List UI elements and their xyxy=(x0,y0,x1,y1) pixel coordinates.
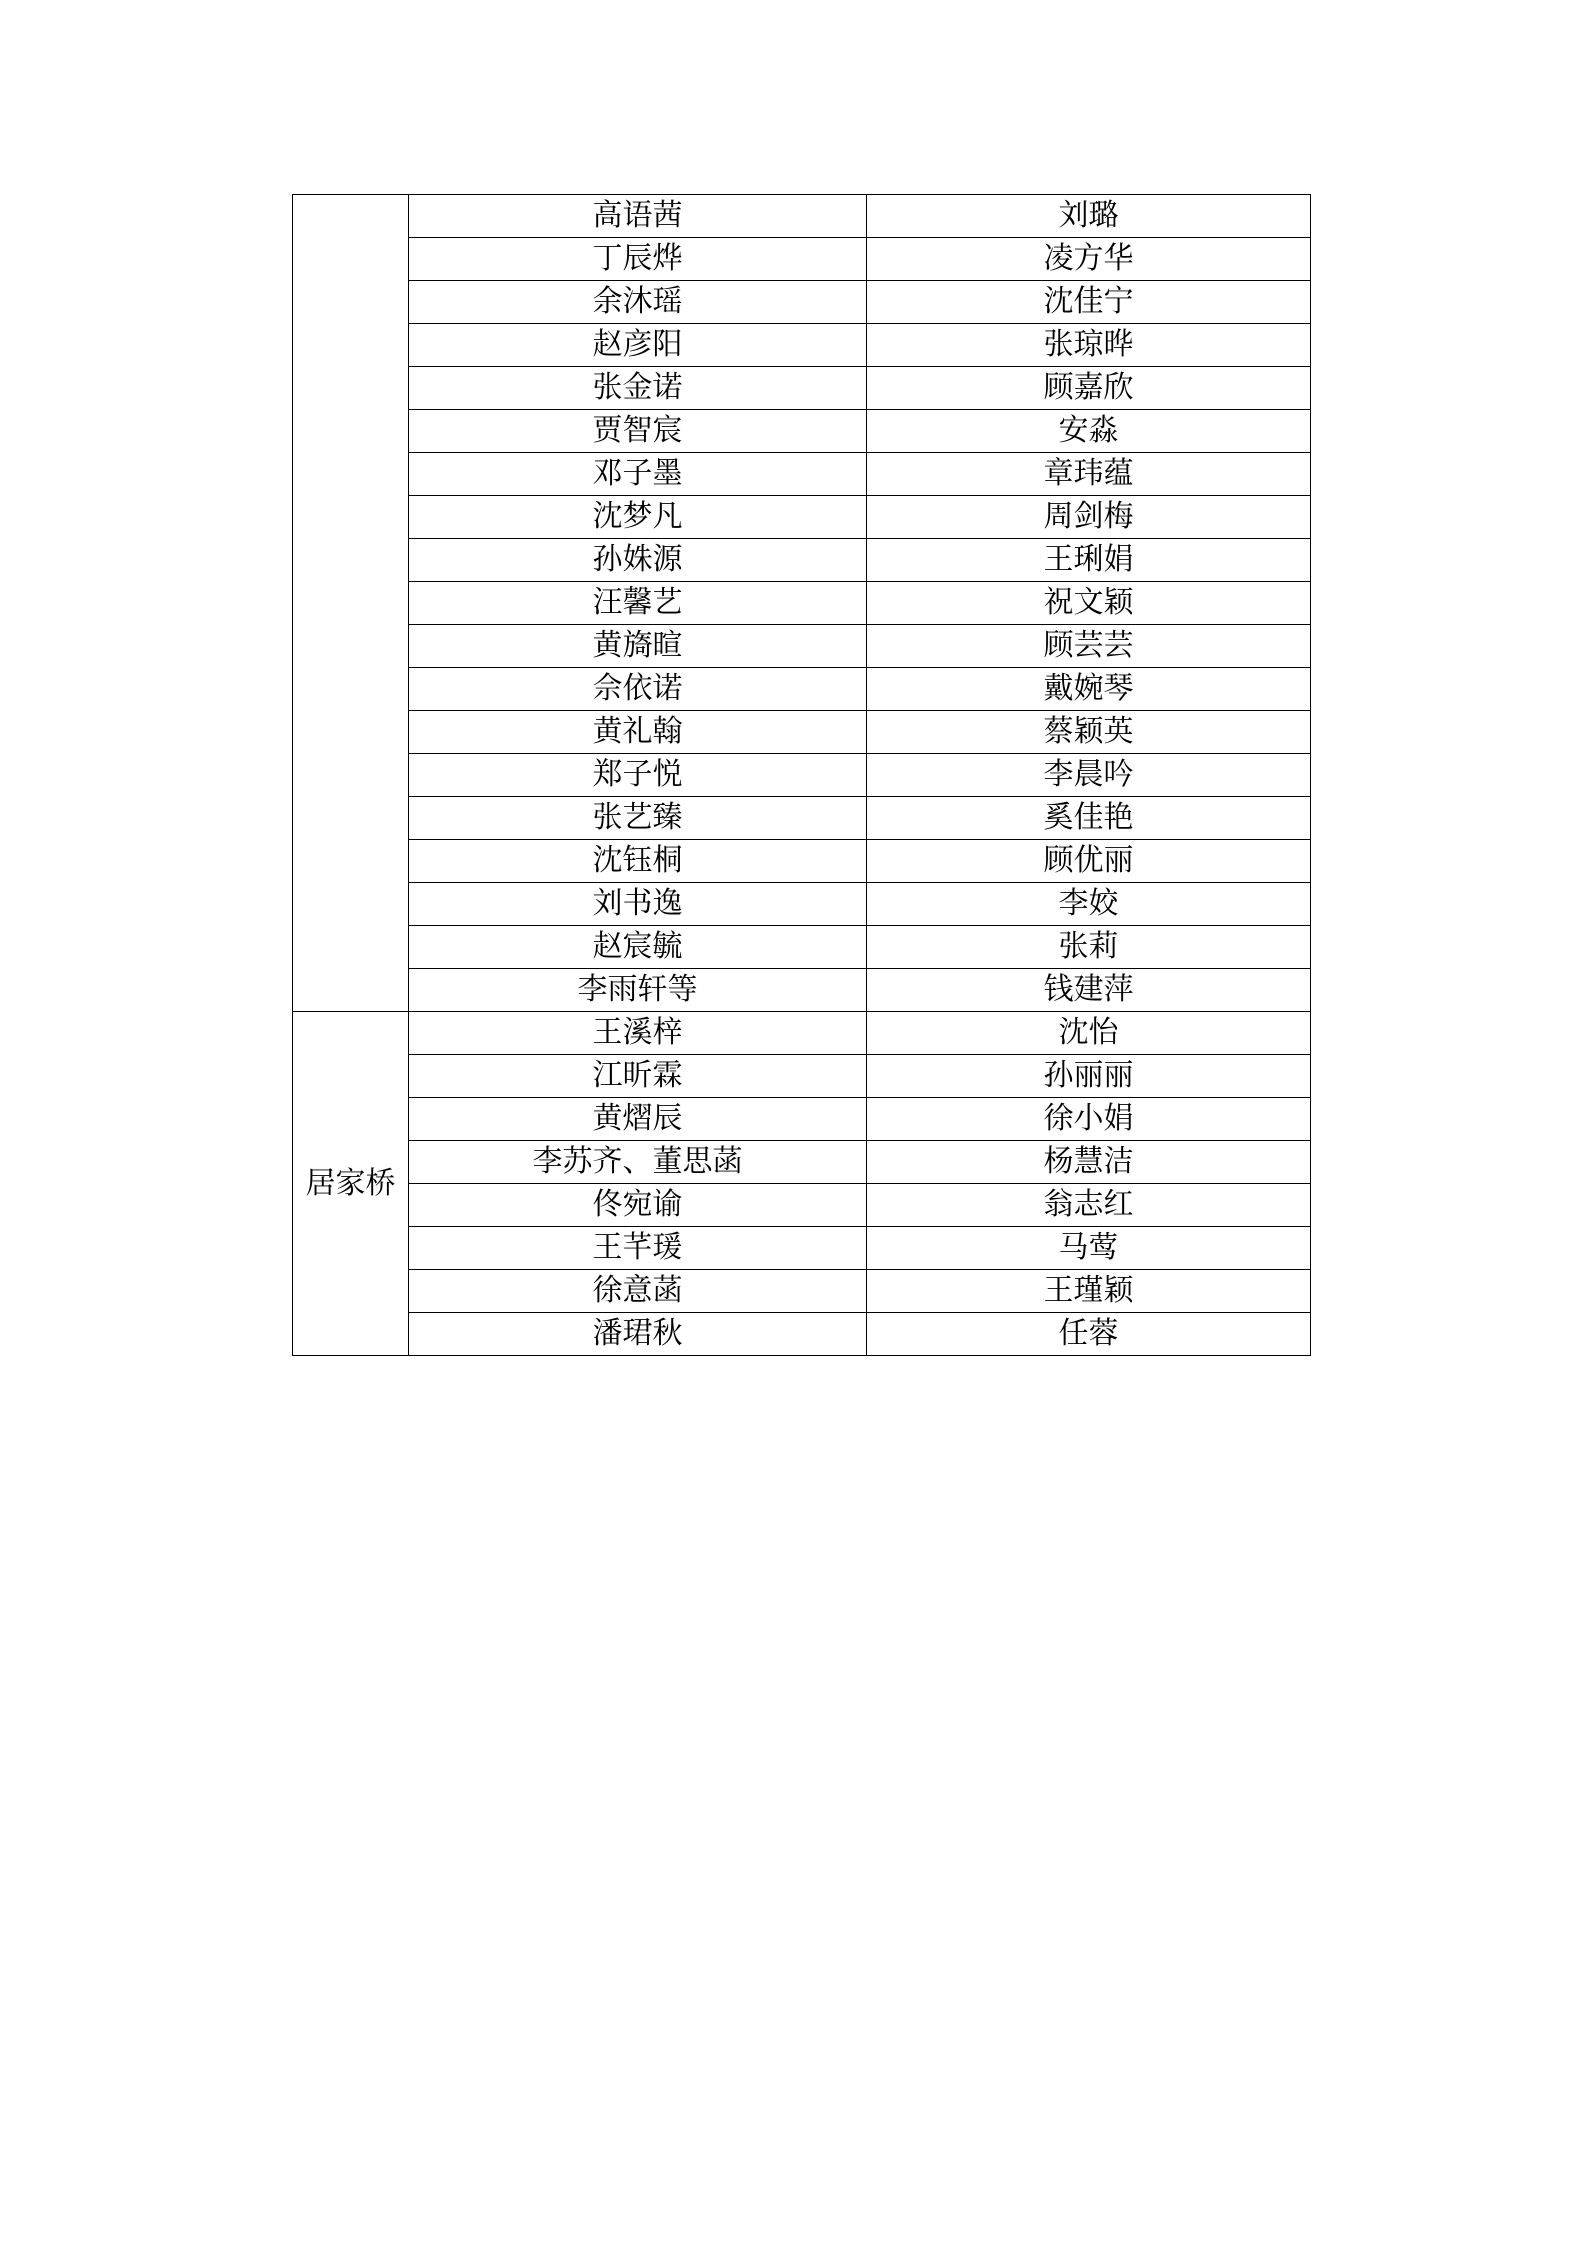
teacher-name-cell: 王瑾颖 xyxy=(867,1270,1311,1313)
teacher-name-cell: 孙丽丽 xyxy=(867,1055,1311,1098)
student-name-cell: 佟宛谕 xyxy=(409,1184,867,1227)
table-row xyxy=(293,711,1311,754)
table-row xyxy=(293,754,1311,797)
table-row xyxy=(293,1227,1311,1270)
teacher-name-cell: 安淼 xyxy=(867,410,1311,453)
group-label-cell xyxy=(293,195,409,1012)
table-row xyxy=(293,410,1311,453)
teacher-name-cell: 钱建萍 xyxy=(867,969,1311,1012)
teacher-name-cell: 凌方华 xyxy=(867,238,1311,281)
student-name-cell: 赵宸毓 xyxy=(409,926,867,969)
table-row xyxy=(293,625,1311,668)
teacher-name-cell: 顾嘉欣 xyxy=(867,367,1311,410)
table-row xyxy=(293,367,1311,410)
teacher-name-cell: 任蓉 xyxy=(867,1313,1311,1356)
student-name-cell: 江昕霖 xyxy=(409,1055,867,1098)
student-name-cell: 汪馨艺 xyxy=(409,582,867,625)
teacher-name-cell: 徐小娟 xyxy=(867,1098,1311,1141)
table-row xyxy=(293,1270,1311,1313)
student-name-cell: 丁辰烨 xyxy=(409,238,867,281)
table-row xyxy=(293,1098,1311,1141)
teacher-name-cell: 李姣 xyxy=(867,883,1311,926)
teacher-name-cell: 翁志红 xyxy=(867,1184,1311,1227)
teacher-name-cell: 蔡颖英 xyxy=(867,711,1311,754)
table-row xyxy=(293,582,1311,625)
roster-body xyxy=(293,195,1311,1356)
table-row xyxy=(293,883,1311,926)
student-name-cell: 黄旖暄 xyxy=(409,625,867,668)
student-name-cell: 王溪梓 xyxy=(409,1012,867,1055)
student-name-cell: 黄礼翰 xyxy=(409,711,867,754)
student-name-cell: 孙姝源 xyxy=(409,539,867,582)
teacher-name-cell: 张琼晔 xyxy=(867,324,1311,367)
table-row xyxy=(293,1141,1311,1184)
student-name-cell: 黄熠辰 xyxy=(409,1098,867,1141)
table-row xyxy=(293,1012,1311,1055)
teacher-name-cell: 章玮蕴 xyxy=(867,453,1311,496)
teacher-name-cell: 周剑梅 xyxy=(867,496,1311,539)
student-name-cell: 沈钰桐 xyxy=(409,840,867,883)
teacher-name-cell: 奚佳艳 xyxy=(867,797,1311,840)
teacher-name-cell: 沈佳宁 xyxy=(867,281,1311,324)
group-label-cell: 居家桥 xyxy=(293,1012,409,1356)
table-row xyxy=(293,195,1311,238)
student-name-cell: 赵彦阳 xyxy=(409,324,867,367)
student-name-cell: 贾智宸 xyxy=(409,410,867,453)
student-name-cell: 沈梦凡 xyxy=(409,496,867,539)
teacher-name-cell: 张莉 xyxy=(867,926,1311,969)
table-row xyxy=(293,539,1311,582)
teacher-name-cell: 顾芸芸 xyxy=(867,625,1311,668)
student-name-cell: 郑子悦 xyxy=(409,754,867,797)
teacher-name-cell: 杨慧洁 xyxy=(867,1141,1311,1184)
table-row xyxy=(293,238,1311,281)
student-name-cell: 高语茜 xyxy=(409,195,867,238)
teacher-name-cell: 顾优丽 xyxy=(867,840,1311,883)
table-row xyxy=(293,496,1311,539)
student-name-cell: 李苏齐、董思菡 xyxy=(409,1141,867,1184)
student-name-cell: 余沐瑶 xyxy=(409,281,867,324)
student-name-cell: 张艺臻 xyxy=(409,797,867,840)
student-name-cell: 潘珺秋 xyxy=(409,1313,867,1356)
student-name-cell: 佘依诺 xyxy=(409,668,867,711)
table-row xyxy=(293,1184,1311,1227)
teacher-name-cell: 马莺 xyxy=(867,1227,1311,1270)
table-row xyxy=(293,1313,1311,1356)
table-row xyxy=(293,668,1311,711)
teacher-name-cell: 李晨吟 xyxy=(867,754,1311,797)
table-row xyxy=(293,1055,1311,1098)
table-row xyxy=(293,926,1311,969)
teacher-name-cell: 刘璐 xyxy=(867,195,1311,238)
table-row xyxy=(293,969,1311,1012)
table-row xyxy=(293,281,1311,324)
teacher-name-cell: 沈怡 xyxy=(867,1012,1311,1055)
student-name-cell: 邓子墨 xyxy=(409,453,867,496)
student-name-cell: 徐意菡 xyxy=(409,1270,867,1313)
student-name-cell: 刘书逸 xyxy=(409,883,867,926)
teacher-name-cell: 王琍娟 xyxy=(867,539,1311,582)
table-row xyxy=(293,453,1311,496)
table-row xyxy=(293,797,1311,840)
student-name-cell: 王芊瑗 xyxy=(409,1227,867,1270)
student-name-cell: 李雨轩等 xyxy=(409,969,867,1012)
teacher-name-cell: 戴婉琴 xyxy=(867,668,1311,711)
student-name-cell: 张金诺 xyxy=(409,367,867,410)
roster-table xyxy=(292,194,1311,1356)
teacher-name-cell: 祝文颖 xyxy=(867,582,1311,625)
table-row xyxy=(293,840,1311,883)
table-row xyxy=(293,324,1311,367)
